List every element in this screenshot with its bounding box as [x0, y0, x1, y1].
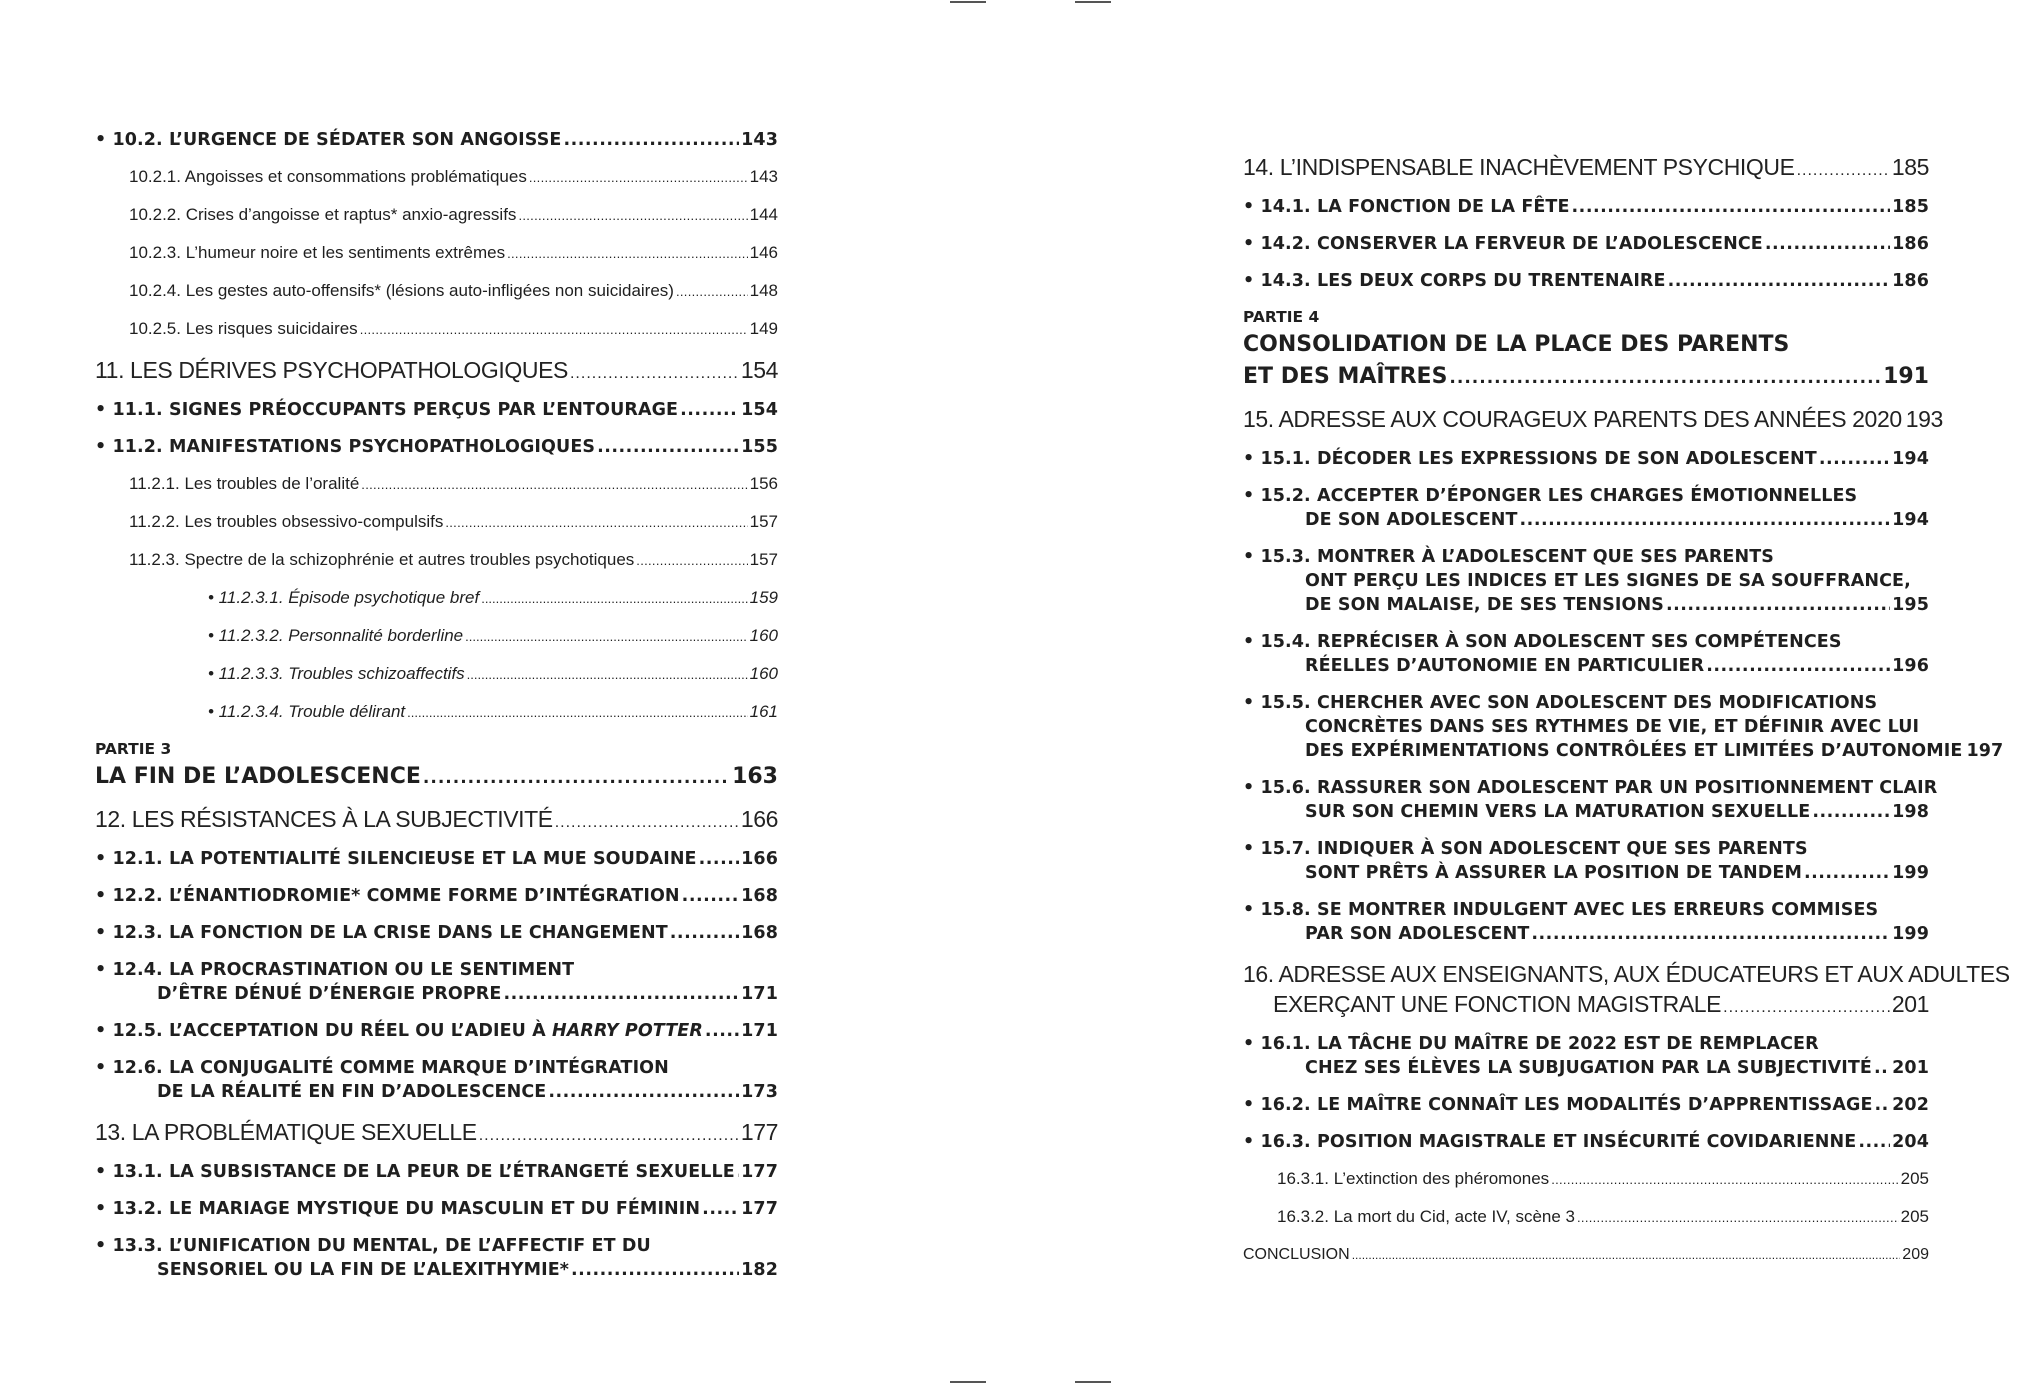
toc-entry[interactable]: • 11.1. SIGNES PRÉOCCUPANTS PERÇUS PAR L’ENTOURAGE ..... 154	[95, 398, 778, 422]
part-label: PARTIE 3	[95, 740, 172, 758]
toc-entry[interactable]: • 15.4. REPRÉCISER À SON ADOLESCENT SES COMPÉTENCES RÉELLES D’AUTONOMIE EN PARTICULIER ..... 196	[1243, 630, 1929, 678]
toc-entry[interactable]: • 15.8. SE MONTRER INDULGENT AVEC LES ERREURS COMMISES PAR SON ADOLESCENT ..... 199	[1243, 898, 1929, 946]
toc-entry[interactable]: 10.2.5. Les risques suicidaires ..... 149	[95, 317, 778, 342]
toc-entry[interactable]: • 15.7. INDIQUER À SON ADOLESCENT QUE SES PARENTS SONT PRÊTS À ASSURER LA POSITION DE TANDEM ..... 199	[1243, 837, 1929, 885]
toc-entry[interactable]: • 14.3. LES DEUX CORPS DU TRENTENAIRE ..... 186	[1243, 269, 1929, 293]
part-label: PARTIE 4	[1243, 308, 1320, 326]
toc-entry[interactable]: • 12.2. L’ÉNANTIODROMIE* COMME FORME D’INTÉGRATION ..... 168	[95, 884, 778, 908]
toc-entry[interactable]: • 15.5. CHERCHER AVEC SON ADOLESCENT DES MODIFICATIONS CONCRÈTES DANS SES RYTHMES DE VIE, ET DÉFINIR AVEC LUI DES EXPÉRIMENTATIONS CONTRÔLÉES ET LIMITÉES D’AUTONOMIE 197	[1243, 693, 2004, 761]
toc-chapter[interactable]: 13. LA PROBLÉMATIQUE SEXUELLE ..... 177	[95, 1117, 778, 1151]
toc-entry[interactable]: • 12.4. LA PROCRASTINATION OU LE SENTIMENT D’ÊTRE DÉNUÉ D’ÉNERGIE PROPRE ..... 171	[95, 958, 778, 1006]
toc-chapter[interactable]: 16. ADRESSE AUX ENSEIGNANTS, AUX ÉDUCATEURS ET AUX ADULTES EXERÇANT UNE FONCTION MAGISTRALE ..... 201	[1243, 959, 1929, 1023]
toc-right-page	[1243, 152, 2010, 1267]
toc-part-title[interactable]: CONSOLIDATION DE LA PLACE DES PARENTS ET DES MAÎTRES ..... 191	[1243, 329, 1929, 394]
crop-mark	[1075, 1, 1111, 3]
toc-entry[interactable]: • 16.3. POSITION MAGISTRALE ET INSÉCURITÉ COVIDARIENNE ..... 204	[1243, 1130, 1929, 1154]
toc-entry[interactable]: • 10.2. L’URGENCE DE SÉDATER SON ANGOISSE ..... 143	[95, 128, 778, 152]
toc-entry[interactable]: • 11.2.3.1. Épisode psychotique bref ..... 159	[95, 586, 778, 611]
toc-left-page	[95, 128, 778, 1295]
toc-entry[interactable]: • 11.2.3.4. Trouble délirant ..... 161	[95, 700, 778, 725]
toc-chapter[interactable]: 15. ADRESSE AUX COURAGEUX PARENTS DES ANNÉES 2020 193	[1243, 406, 1943, 432]
toc-entry[interactable]: 10.2.3. L’humeur noire et les sentiments extrêmes ..... 146	[95, 241, 778, 266]
toc-entry[interactable]: • 12.5. L’ACCEPTATION DU RÉEL OU L’ADIEU À HARRY POTTER ..... 171	[95, 1019, 778, 1043]
toc-entry[interactable]: 11.2.2. Les troubles obsessivo-compulsifs ..... 157	[95, 510, 778, 535]
toc-entry[interactable]: • 12.1. LA POTENTIALITÉ SILENCIEUSE ET LA MUE SOUDAINE ..... 166	[95, 847, 778, 871]
toc-entry[interactable]: 16.3.1. L’extinction des phéromones ..... 205	[1243, 1167, 1929, 1192]
toc-entry[interactable]: • 13.2. LE MARIAGE MYSTIQUE DU MASCULIN ET DU FÉMININ ..... 177	[95, 1197, 778, 1221]
toc-entry[interactable]: • 11.2.3.2. Personnalité borderline ..... 160	[95, 624, 778, 649]
toc-entry[interactable]: • 16.1. LA TÂCHE DU MAÎTRE DE 2022 EST DE REMPLACER CHEZ SES ÉLÈVES LA SUBJUGATION PAR LA SUBJECTIVITÉ ..... 201	[1243, 1032, 1929, 1080]
toc-entry[interactable]: • 16.2. LE MAÎTRE CONNAÎT LES MODALITÉS D’APPRENTISSAGE ..... 202	[1243, 1093, 1929, 1117]
toc-chapter[interactable]: 12. LES RÉSISTANCES À LA SUBJECTIVITÉ ..... 166	[95, 804, 778, 838]
toc-chapter[interactable]: 11. LES DÉRIVES PSYCHOPATHOLOGIQUES ..... 154	[95, 355, 778, 389]
toc-entry[interactable]: • 13.1. LA SUBSISTANCE DE LA PEUR DE L’ÉTRANGETÉ SEXUELLE ..... 177	[95, 1160, 778, 1184]
crop-mark	[950, 1, 986, 3]
toc-entry[interactable]: • 12.3. LA FONCTION DE LA CRISE DANS LE CHANGEMENT ..... 168	[95, 921, 778, 945]
crop-mark	[1075, 1381, 1111, 1383]
toc-entry[interactable]: 10.2.2. Crises d’angoisse et raptus* anxio-agressifs ..... 144	[95, 203, 778, 228]
toc-part-title[interactable]: LA FIN DE L’ADOLESCENCE ..... 163	[95, 761, 778, 794]
toc-entry[interactable]: • 11.2.3.3. Troubles schizoaffectifs ..... 160	[95, 662, 778, 687]
toc-entry[interactable]: • 14.1. LA FONCTION DE LA FÊTE ..... 185	[1243, 195, 1929, 219]
toc-entry[interactable]: • 15.2. ACCEPTER D’ÉPONGER LES CHARGES ÉMOTIONNELLES DE SON ADOLESCENT ..... 194	[1243, 484, 1929, 532]
toc-entry[interactable]: 11.2.1. Les troubles de l’oralité ..... 156	[95, 472, 778, 497]
toc-entry[interactable]: • 13.3. L’UNIFICATION DU MENTAL, DE L’AFFECTIF ET DU SENSORIEL OU LA FIN DE L’ALEXITHYMIE* ..... 182	[95, 1234, 778, 1282]
toc-entry[interactable]: 11.2.3. Spectre de la schizophrénie et autres troubles psychotiques ..... 157	[95, 548, 778, 573]
toc-entry[interactable]: • 11.2. MANIFESTATIONS PSYCHOPATHOLOGIQUES ..... 155	[95, 435, 778, 459]
toc-entry[interactable]: 16.3.2. La mort du Cid, acte IV, scène 3 ..... 205	[1243, 1205, 1929, 1230]
toc-entry[interactable]: • 15.6. RASSURER SON ADOLESCENT PAR UN POSITIONNEMENT CLAIR SUR SON CHEMIN VERS LA MATURATION SEXUELLE ..... 198	[1243, 776, 1929, 824]
toc-entry[interactable]: 10.2.4. Les gestes auto-offensifs* (lésions auto-infligées non suicidaires) ..... 148	[95, 279, 778, 304]
toc-entry[interactable]: • 15.1. DÉCODER LES EXPRESSIONS DE SON ADOLESCENT ..... 194	[1243, 447, 1929, 471]
crop-mark	[950, 1381, 986, 1383]
toc-entry[interactable]: • 15.3. MONTRER À L’ADOLESCENT QUE SES PARENTS ONT PERÇU LES INDICES ET LES SIGNES DE SA SOUFFRANCE, DE SON MALAISE, DE SES TENSIONS ..... 195	[1243, 545, 1929, 617]
toc-entry[interactable]: 10.2.1. Angoisses et consommations problématiques ..... 143	[95, 165, 778, 190]
toc-conclusion[interactable]: CONCLUSION ..... 209	[1243, 1243, 1929, 1267]
toc-entry[interactable]: • 14.2. CONSERVER LA FERVEUR DE L’ADOLESCENCE ..... 186	[1243, 232, 1929, 256]
toc-entry[interactable]: • 12.6. LA CONJUGALITÉ COMME MARQUE D’INTÉGRATION DE LA RÉALITÉ EN FIN D’ADOLESCENCE ..... 173	[95, 1056, 778, 1104]
toc-chapter[interactable]: 14. L’INDISPENSABLE INACHÈVEMENT PSYCHIQUE ..... 185	[1243, 152, 1929, 186]
